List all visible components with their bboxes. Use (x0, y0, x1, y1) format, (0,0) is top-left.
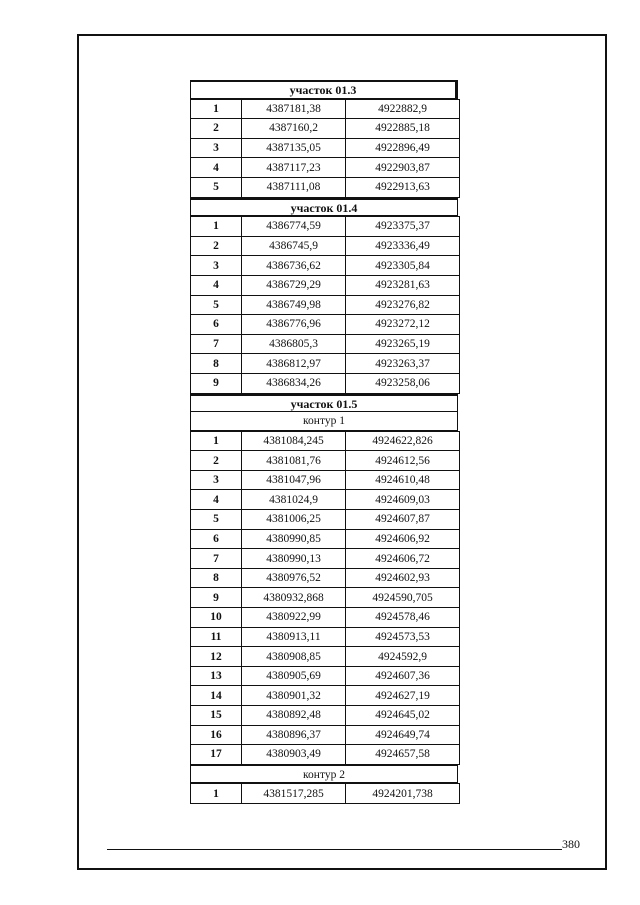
coord-y: 4924627,19 (346, 686, 460, 706)
coord-y: 4924607,36 (346, 666, 460, 686)
section-block (190, 394, 458, 804)
coord-y: 4923272,12 (346, 315, 460, 335)
point-number: 14 (191, 686, 242, 706)
point-number: 2 (191, 236, 242, 256)
coord-y: 4924606,72 (346, 549, 460, 569)
coord-y: 4922885,18 (346, 119, 460, 139)
coord-y: 4922913,63 (346, 177, 460, 197)
coord-x: 4380903,49 (242, 745, 346, 765)
footer-rule (107, 849, 562, 850)
coord-x: 4387111,08 (242, 177, 346, 197)
point-number: 11 (191, 627, 242, 647)
point-number: 1 (191, 217, 242, 237)
table-row (191, 745, 460, 765)
coord-y: 4923305,84 (346, 256, 460, 276)
table-row (191, 549, 460, 569)
point-number: 2 (191, 119, 242, 139)
point-number: 4 (191, 490, 242, 510)
coord-y: 4924612,56 (346, 451, 460, 471)
point-number: 13 (191, 666, 242, 686)
coord-x: 4386729,29 (242, 275, 346, 295)
point-number: 3 (191, 138, 242, 158)
coord-y: 4924606,92 (346, 529, 460, 549)
table-row (191, 256, 460, 276)
coord-y: 4923265,19 (346, 334, 460, 354)
coord-y: 4923281,63 (346, 275, 460, 295)
coord-x: 4381517,285 (242, 784, 346, 804)
table-row (191, 138, 460, 158)
coord-x: 4386745,9 (242, 236, 346, 256)
point-number: 1 (191, 99, 242, 119)
point-number: 6 (191, 529, 242, 549)
coord-y: 4924657,58 (346, 745, 460, 765)
table-row (191, 295, 460, 315)
coord-y: 4924602,93 (346, 568, 460, 588)
table-row (191, 99, 460, 119)
point-number: 5 (191, 295, 242, 315)
coord-y: 4924649,74 (346, 725, 460, 745)
table-row (191, 647, 460, 667)
section-block (190, 80, 458, 198)
table-row (191, 490, 460, 510)
coordinates-table (190, 99, 460, 198)
coord-x: 4380901,32 (242, 686, 346, 706)
coord-x: 4381084,245 (242, 431, 346, 451)
coord-x: 4386774,59 (242, 217, 346, 237)
coord-x: 4387160,2 (242, 119, 346, 139)
coord-y: 4923375,37 (346, 217, 460, 237)
contour-label: контур 1 (190, 412, 458, 431)
table-row (191, 451, 460, 471)
section-title: участок 01.5 (190, 394, 458, 413)
table-row (191, 725, 460, 745)
coord-x: 4381024,9 (242, 490, 346, 510)
coord-x: 4380990,85 (242, 529, 346, 549)
table-row (191, 431, 460, 451)
coord-y: 4924609,03 (346, 490, 460, 510)
point-number: 17 (191, 745, 242, 765)
coord-x: 4380990,13 (242, 549, 346, 569)
table-row (191, 627, 460, 647)
coord-y: 4923258,06 (346, 373, 460, 393)
coord-x: 4380905,69 (242, 666, 346, 686)
table-row (191, 177, 460, 197)
table-row (191, 119, 460, 139)
section-title: участок 01.3 (190, 80, 458, 99)
table-row (191, 608, 460, 628)
point-number: 4 (191, 158, 242, 178)
coord-x: 4386805,3 (242, 334, 346, 354)
point-number: 9 (191, 373, 242, 393)
point-number: 4 (191, 275, 242, 295)
coord-y: 4923336,49 (346, 236, 460, 256)
coord-y: 4922896,49 (346, 138, 460, 158)
coord-x: 4386736,62 (242, 256, 346, 276)
contour-label: контур 2 (190, 765, 458, 784)
coord-x: 4380896,37 (242, 725, 346, 745)
coord-y: 4924607,87 (346, 510, 460, 530)
table-row (191, 686, 460, 706)
point-number: 3 (191, 256, 242, 276)
point-number: 8 (191, 354, 242, 374)
coord-y: 4924592,9 (346, 647, 460, 667)
coord-x: 4387135,05 (242, 138, 346, 158)
coord-y: 4924610,48 (346, 470, 460, 490)
coord-y: 4924645,02 (346, 706, 460, 726)
coord-x: 4386834,26 (242, 373, 346, 393)
page-number: 380 (562, 837, 580, 851)
point-number: 7 (191, 549, 242, 569)
point-number: 1 (191, 784, 242, 804)
table-row (191, 470, 460, 490)
point-number: 12 (191, 647, 242, 667)
table-row (191, 315, 460, 335)
table-row (191, 275, 460, 295)
point-number: 8 (191, 568, 242, 588)
coord-y: 4924590,705 (346, 588, 460, 608)
table-row (191, 217, 460, 237)
coordinates-document (190, 80, 458, 804)
coord-y: 4923263,37 (346, 354, 460, 374)
coord-x: 4386776,96 (242, 315, 346, 335)
point-number: 15 (191, 706, 242, 726)
point-number: 6 (191, 315, 242, 335)
table-row (191, 334, 460, 354)
table-row (191, 784, 460, 804)
point-number: 3 (191, 470, 242, 490)
coord-x: 4386749,98 (242, 295, 346, 315)
coordinates-table (190, 431, 460, 765)
table-row (191, 354, 460, 374)
coord-x: 4381047,96 (242, 470, 346, 490)
point-number: 16 (191, 725, 242, 745)
coordinates-table (190, 783, 460, 804)
table-row (191, 666, 460, 686)
section-title: участок 01.4 (190, 198, 458, 217)
coord-y: 4922882,9 (346, 99, 460, 119)
coord-y: 4923276,82 (346, 295, 460, 315)
section-block (190, 198, 458, 394)
coord-x: 4380913,11 (242, 627, 346, 647)
coord-x: 4381081,76 (242, 451, 346, 471)
point-number: 5 (191, 510, 242, 530)
coord-y: 4924201,738 (346, 784, 460, 804)
coordinates-table (190, 216, 460, 393)
table-row (191, 706, 460, 726)
coord-x: 4380908,85 (242, 647, 346, 667)
point-number: 1 (191, 431, 242, 451)
coord-x: 4380892,48 (242, 706, 346, 726)
coord-x: 4380922,99 (242, 608, 346, 628)
table-row (191, 510, 460, 530)
point-number: 9 (191, 588, 242, 608)
point-number: 2 (191, 451, 242, 471)
table-row (191, 568, 460, 588)
coord-y: 4924573,53 (346, 627, 460, 647)
point-number: 5 (191, 177, 242, 197)
point-number: 7 (191, 334, 242, 354)
table-row (191, 373, 460, 393)
coord-x: 4380932,868 (242, 588, 346, 608)
coord-x: 4381006,25 (242, 510, 346, 530)
table-row (191, 529, 460, 549)
point-number: 10 (191, 608, 242, 628)
coord-y: 4924622,826 (346, 431, 460, 451)
coord-x: 4387181,38 (242, 99, 346, 119)
coord-x: 4386812,97 (242, 354, 346, 374)
table-row (191, 588, 460, 608)
table-row (191, 158, 460, 178)
coord-x: 4387117,23 (242, 158, 346, 178)
coord-x: 4380976,52 (242, 568, 346, 588)
coord-y: 4922903,87 (346, 158, 460, 178)
table-row (191, 236, 460, 256)
coord-y: 4924578,46 (346, 608, 460, 628)
